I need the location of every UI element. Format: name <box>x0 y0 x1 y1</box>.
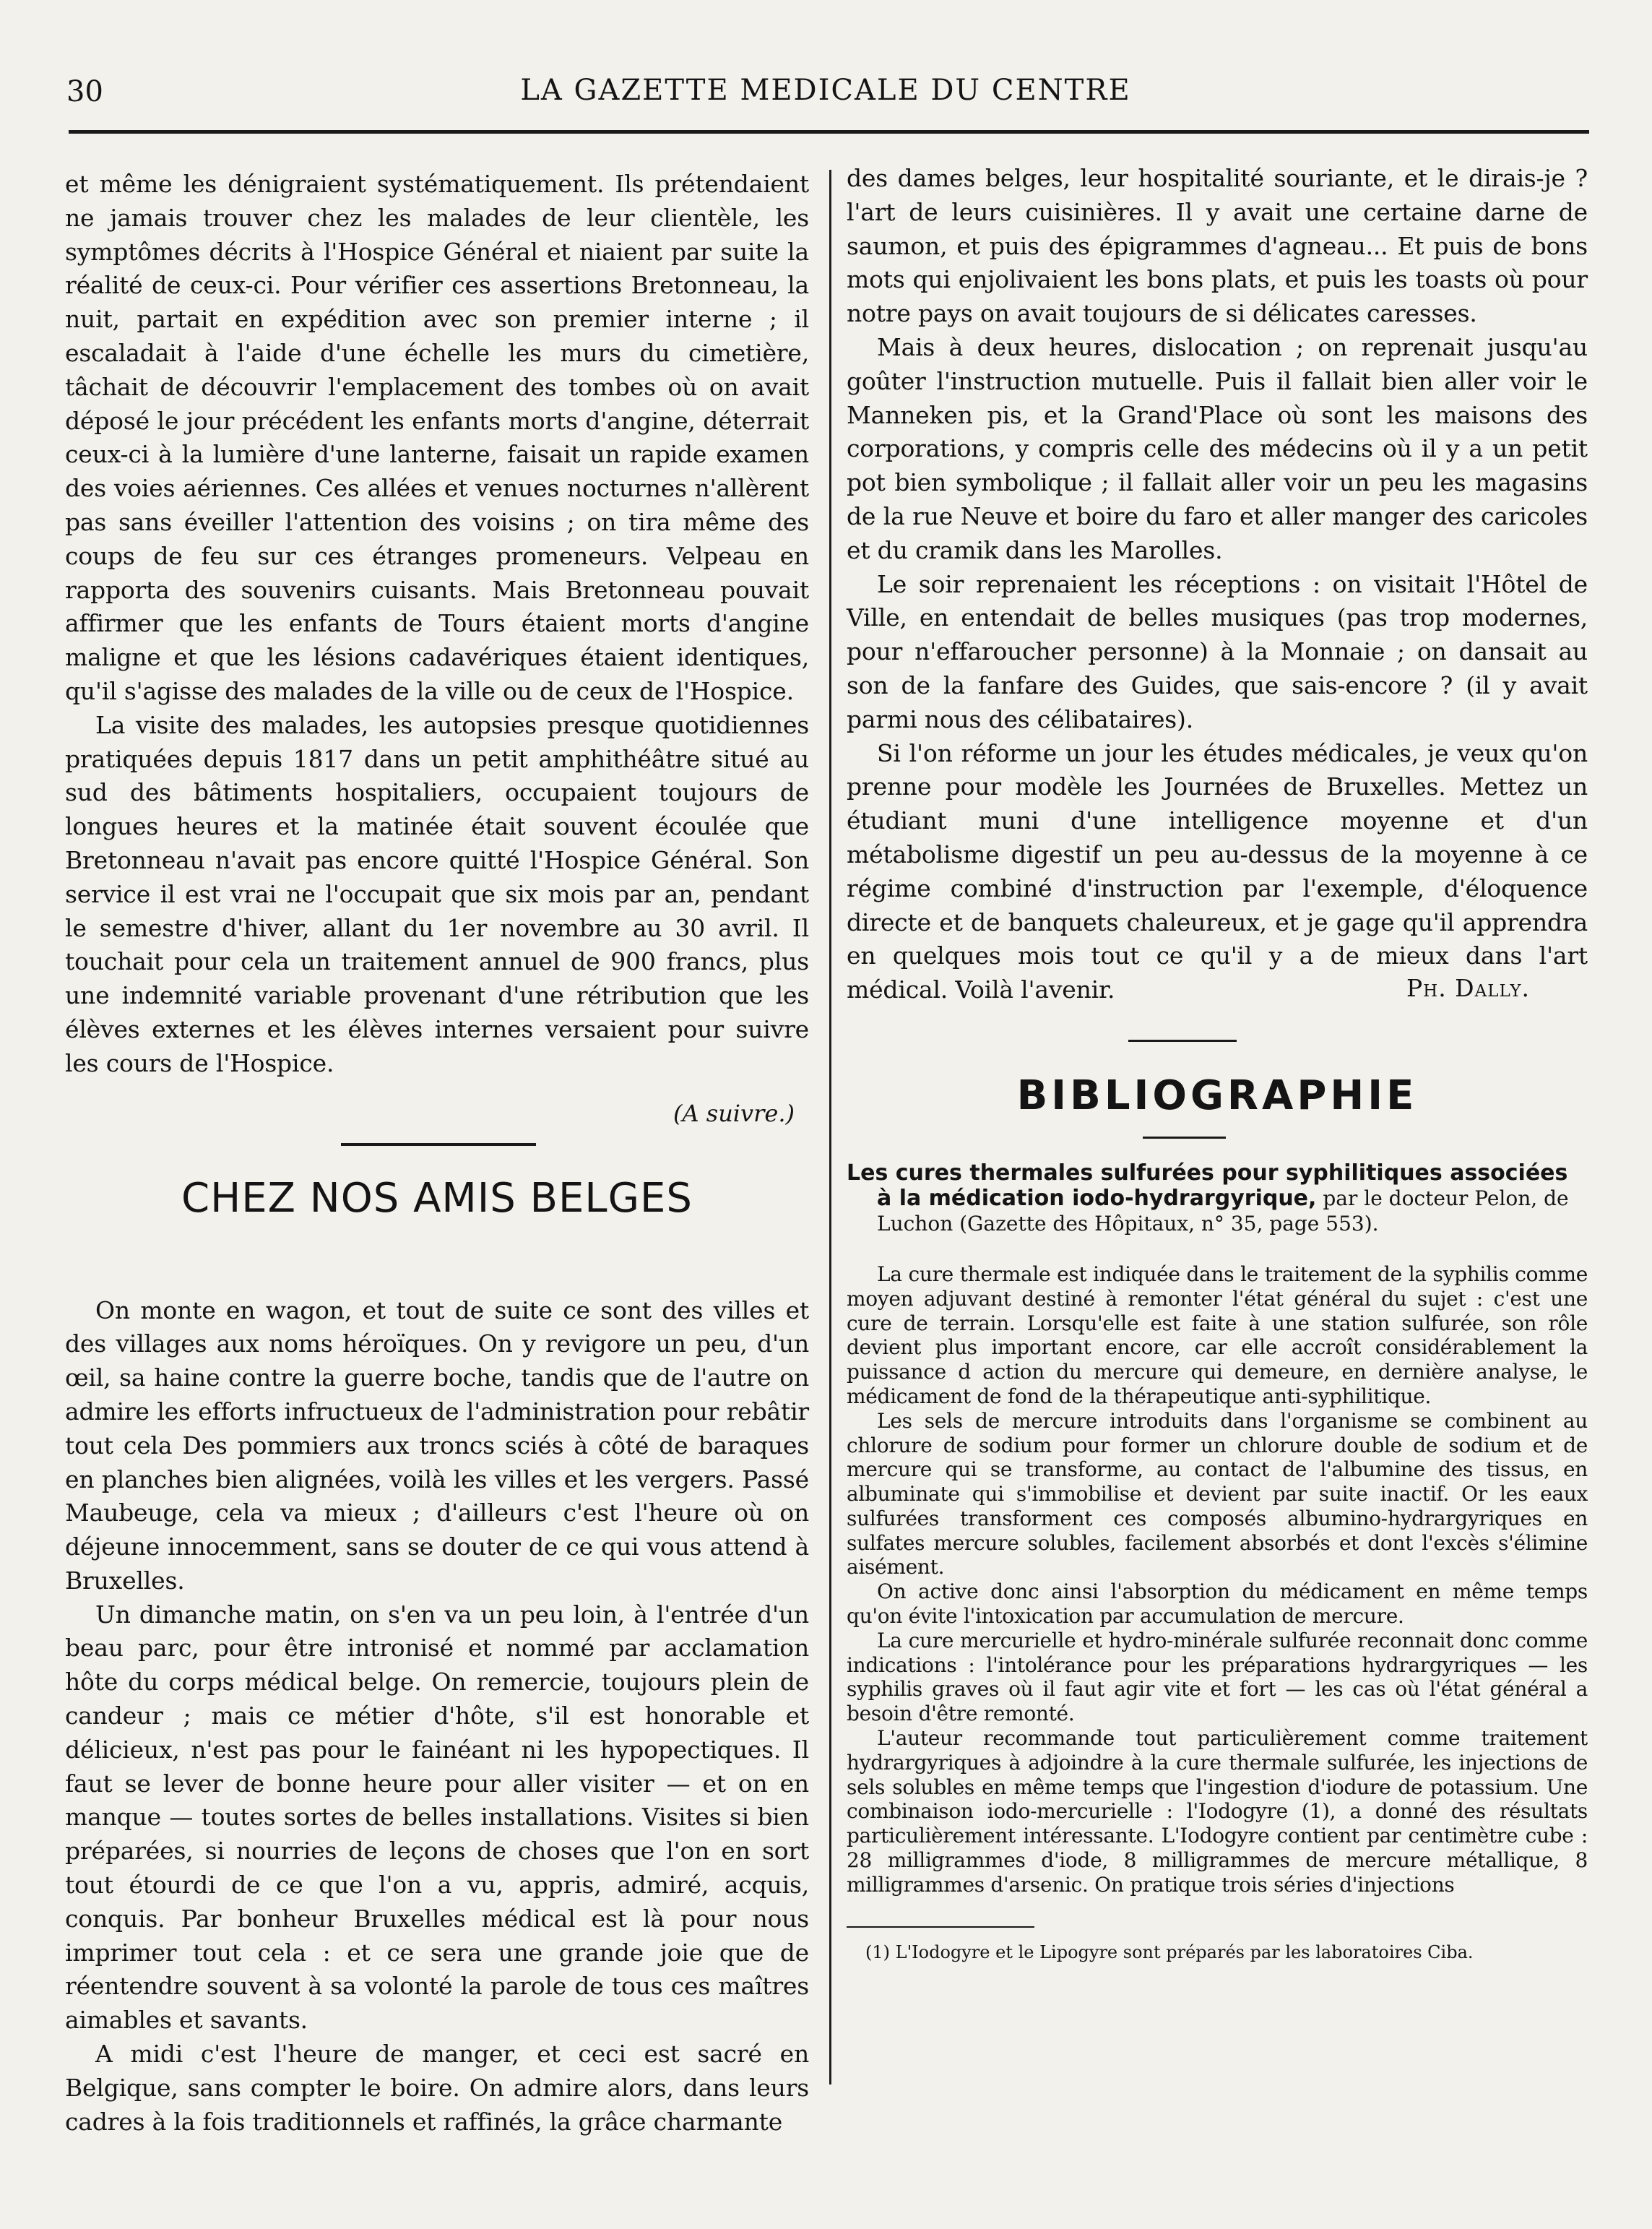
paragraph: La cure mercurielle et hydro-minérale sulfurée reconnait donc comme indications : l'intolérance pour les préparations hydrargyriques — les syphilis graves où il faut agir vite et fort — les cas où l'état général a besoin d'être remonté. <box>847 1628 1588 1726</box>
running-title: LA GAZETTE MEDICALE DU CENTRE <box>520 74 1131 107</box>
paragraph: A midi c'est l'heure de manger, et ceci est sacré en Belgique, sans compter le boire. On admire alors, dans leurs cadres à la fois traditionnels et raffinés, la grâce charmante <box>65 2040 809 2136</box>
paragraph: Les sels de mercure introduits dans l'organisme se combinent au chlorure de sodium pour former un chlorure double de sodium et de mercure qui se transforme, au contact de l'albumine des tissus, en albuminate qui s'immobilise et devient par suite inactif. Or les eaux sulfurées transforment ces composés albumino-hydrargyriques en sulfates mercure solubles, facilement absorbés et dont l'excès s'élimine aisément. <box>847 1408 1588 1579</box>
reference-title: Les cures thermales sulfurées pour syphilitiques associées à la médication iodo-hydrargyrique, <box>847 1160 1568 1211</box>
footnote: (1) L'Iodogyre et le Lipogyre sont préparés par les laboratoires Ciba. <box>865 1941 1474 1962</box>
paragraph: L'auteur recommande tout particulièrement comme traitement hydrargyriques à adjoindre à la cure thermale sulfurée, les injections de sels solubles en même temps que l'ingestion d'iodure de potassium. Une combinaison iodo-mercurielle : l'Iodogyre (1), a donné des résultats particulièrement intéressante. L'Iodogyre contient par centimètre cube : 28 milligrammes d'iode, 8 milligrammes de mercure métallique, 8 milligrammes d'arsenic. On pratique trois séries d'injections <box>847 1726 1588 1897</box>
paragraph: On monte en wagon, et tout de suite ce sont des villes et des villages aux noms héroïques. On y revigore un peu, d'un œil, sa haine contre la guerre boche, tandis que de l'autre on admire les efforts infructueux de l'administration pour rebâtir tout cela Des pommiers aux troncs sciés à côté de baraques en planches bien alignées, voilà les villes et les vergers. Passé Maubeuge, cela va mieux ; d'ailleurs c'est l'heure où on déjeune innocemment, sans se douter de ce qui vous attend à Bruxelles. <box>65 1295 809 1595</box>
page-number: 30 <box>66 75 103 108</box>
paragraph: des dames belges, leur hospitalité souriante, et le dirais-je ? l'art de leurs cuisinières. Il y avait une certaine darne de saumon, et puis des épigrammes d'agneau... Et puis de bons mots qui enjolivaient les bons plats, et puis les toasts où pour notre pays on avait toujours de si délicates caresses. <box>847 164 1588 328</box>
paragraph: Si l'on réforme un jour les études médicales, je veux qu'on prenne pour modèle les Journées de Bruxelles. Mettez un étudiant muni d'une intelligence moyenne et d'un métabolisme digestif un peu au-dessus de la moyenne à ce régime combiné d'instruction par l'exemple, d'éloquence directe et de banquets chaleureux, et je gage qu'il apprendra en quelques mois tout ce qu'il y a de mieux dans l'art médical. Voilà l'avenir. <box>847 738 1588 1004</box>
column-divider <box>829 170 831 2084</box>
signature: Ph. Dally. <box>1406 973 1530 1002</box>
section-rule <box>1128 1040 1237 1042</box>
reference-citation <box>847 1160 1588 1236</box>
bibliography-review <box>847 1262 1588 1897</box>
paragraph: Un dimanche matin, on s'en va un peu loin, à l'entrée d'un beau parc, pour être intronisé et nommé par acclamation hôte du corps médical belge. On remercie, toujours plein de candeur ; mais ce métier d'hôte, s'il est honorable et délicieux, n'est pas pour le fainéant ni les hypopectiques. Il faut se lever de bonne heure pour aller visiter — et on en manque — toutes sortes de belles installations. Visites si bien préparées, si nourries de leçons de choses que l'on en sort tout étourdi de ce que l'on a vu, appris, admiré, acquis, conquis. Par bonheur Bruxelles médical est là pour nous imprimer tout cela : et ce sera une grande joie que de réentendre souvent à sa volonté la parole de tous ces maîtres aimables et savants. <box>65 1600 809 2035</box>
section-rule <box>341 1143 536 1146</box>
right-column <box>847 162 1588 1962</box>
paragraph: La cure thermale est indiquée dans le traitement de la syphilis comme moyen adjuvant destiné à remonter l'état général du sujet : c'est une cure de terrain. Lorsqu'elle est faite à une station sulfurée, son rôle devient plus important encore, car elle accroît considérablement la puissance d action du mercure qui demeure, en dernière analyse, le médicament de fond de la thérapeutique anti-syphilitique. <box>847 1262 1588 1408</box>
a-suivre: (A suivre.) <box>673 1099 795 1127</box>
paragraph: Mais à deux heures, dislocation ; on reprenait jusqu'au goûter l'instruction mutuelle. Puis il fallait bien aller voir le Manneken pis, et la Grand'Place où sont les maisons des corporations, y compris celle des médecins où il y a un petit pot bien symbolique ; il fallait aller voir un peu les magasins de la rue Neuve et boire du faro et aller manger des caricoles et du cramik dans les Marolles. <box>847 332 1588 564</box>
paragraph: Le soir reprenaient les réceptions : on visitait l'Hôtel de Ville, en entendait de belles musiques (pas trop modernes, pour n'effaroucher personne) à la Monnaie ; on dansait au son de la fanfare des Guides, que sais-encore ? (il y avait parmi nous des célibataires). <box>847 569 1588 733</box>
paragraph: On active donc ainsi l'absorption du médicament en même temps qu'on évite l'intoxication par accumulation de mercure. <box>847 1579 1588 1629</box>
left-column <box>65 168 809 2139</box>
header-rule <box>69 130 1589 134</box>
bibliography-title: BIBLIOGRAPHIE <box>1016 1072 1418 1119</box>
reference-detail: par le docteur Pelon, de Luchon (Gazette des Hôpitaux, n° 35, page 553). <box>877 1186 1569 1236</box>
section-rule <box>1143 1137 1226 1139</box>
section-title: CHEZ NOS AMIS BELGES <box>181 1174 693 1222</box>
footnote-rule <box>847 1926 1034 1928</box>
page-header <box>64 69 1588 120</box>
paragraph: et même les dénigraient systématiquement. Ils prétendaient ne jamais trouver chez les malades de leur clientèle, les symptômes décrits à l'Hospice Général et niaient par suite la réalité de ceux-ci. Pour vérifier ces assertions Bretonneau, la nuit, partait en expédition avec son premier interne ; il escaladait à l'aide d'une échelle les murs du cimetière, tâchait de découvrir l'emplacement des tombes où on avait déposé le jour précédent les enfants morts d'angine, déterrait ceux-ci à la lumière d'une lanterne, faisait un rapide examen des voies aériennes. Ces allées et venues nocturnes n'allèrent pas sans éveiller l'attention des voisins ; on tira même des coups de feu sur ces étranges promeneurs. Velpeau en rapporta des souvenirs cuisants. Mais Bretonneau pouvait affirmer que les enfants de Tours étaient morts d'angine maligne et que les lésions cadavériques étaient identiques, qu'il s'agisse des malades de la ville ou de ceux de l'Hospice. <box>65 170 809 705</box>
paragraph: La visite des malades, les autopsies presque quotidiennes pratiquées depuis 1817 dans un petit amphithéâtre situé au sud des bâtiments hospitaliers, occupaient toujours de longues heures et la matinée était souvent écoulée que Bretonneau n'avait pas encore quitté l'Hospice Général. Son service il est vrai ne l'occupait que six mois par an, pendant le semestre d'hiver, allant du 1er novembre au 30 avril. Il touchait pour cela un traitement annuel de 900 francs, plus une indemnité variable provenant d'une rétribution que les élèves externes et les élèves internes versaient pour suivre les cours de l'Hospice. <box>65 710 809 1077</box>
